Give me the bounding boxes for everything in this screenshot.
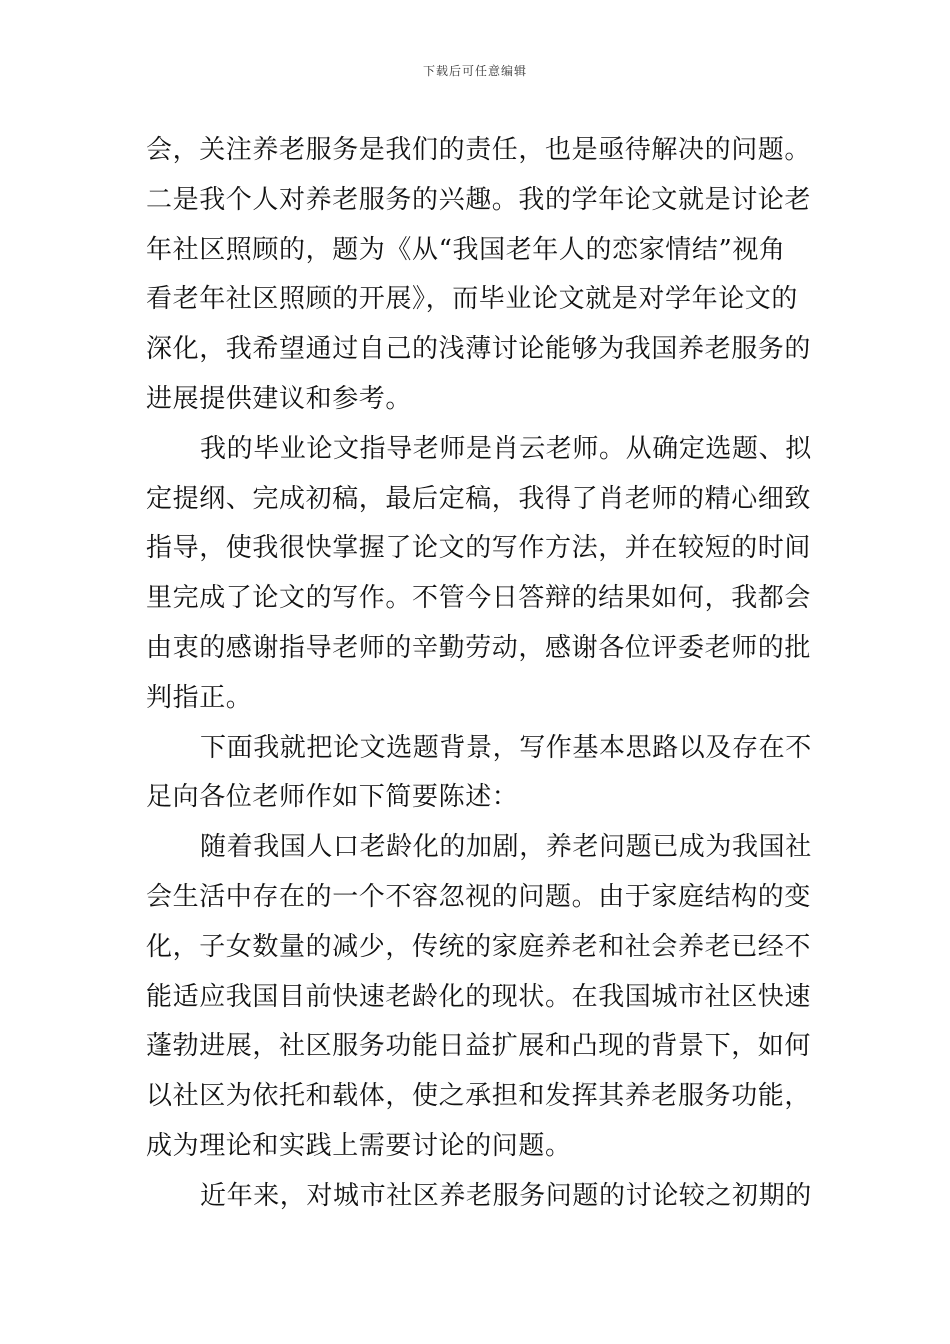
text-line: 蓬勃进展，社区服务功能日益扩展和凸现的背景下，如何 — [146, 1031, 812, 1062]
text-line: 足向各位老师作如下简要陈述： — [146, 782, 519, 813]
text-line: 下面我就把论文选题背景，写作基本思路以及存在不 — [200, 732, 812, 763]
text-line: 年社区照顾的，题为《从“我国老年人的恋家情结”视角 — [146, 234, 786, 265]
text-line: 里完成了论文的写作。不管今日答辩的结果如何，我都会 — [146, 583, 812, 614]
text-line: 判指正。 — [146, 682, 253, 713]
text-line: 看老年社区照顾的开展》，而毕业论文就是对学年论文的 — [146, 284, 799, 315]
text-line: 由衷的感谢指导老师的辛勤劳动，感谢各位评委老师的批 — [146, 632, 812, 663]
text-line: 以社区为依托和载体，使之承担和发挥其养老服务功能， — [146, 1081, 812, 1112]
body-text — [146, 126, 812, 1222]
header-note: 下载后可任意编辑 — [422, 64, 527, 78]
text-line: 近年来，对城市社区养老服务问题的讨论较之初期的 — [200, 1180, 812, 1211]
text-line: 能适应我国目前快速老龄化的现状。在我国城市社区快速 — [146, 981, 812, 1012]
text-line: 化，子女数量的减少，传统的家庭养老和社会养老已经不 — [146, 931, 812, 962]
text-line: 进展提供建议和参考。 — [146, 383, 413, 414]
text-line: 深化，我希望通过自己的浅薄讨论能够为我国养老服务的 — [146, 334, 812, 365]
text-line: 我的毕业论文指导老师是肖云老师。从确定选题、拟 — [200, 433, 812, 464]
text-line: 成为理论和实践上需要讨论的问题。 — [146, 1130, 572, 1161]
text-line: 定提纲、完成初稿，最后定稿，我得了肖老师的精心细致 — [146, 483, 812, 514]
text-line: 会生活中存在的一个不容忽视的问题。由于家庭结构的变 — [146, 881, 812, 912]
text-line: 随着我国人口老龄化的加剧，养老问题已成为我国社 — [200, 832, 812, 863]
text-line: 二是我个人对养老服务的兴趣。我的学年论文就是讨论老 — [146, 184, 812, 215]
text-line: 指导，使我很快掌握了论文的写作方法，并在较短的时间 — [146, 533, 812, 564]
text-line: 会，关注养老服务是我们的责任，也是亟待解决的问题。 — [146, 135, 812, 165]
